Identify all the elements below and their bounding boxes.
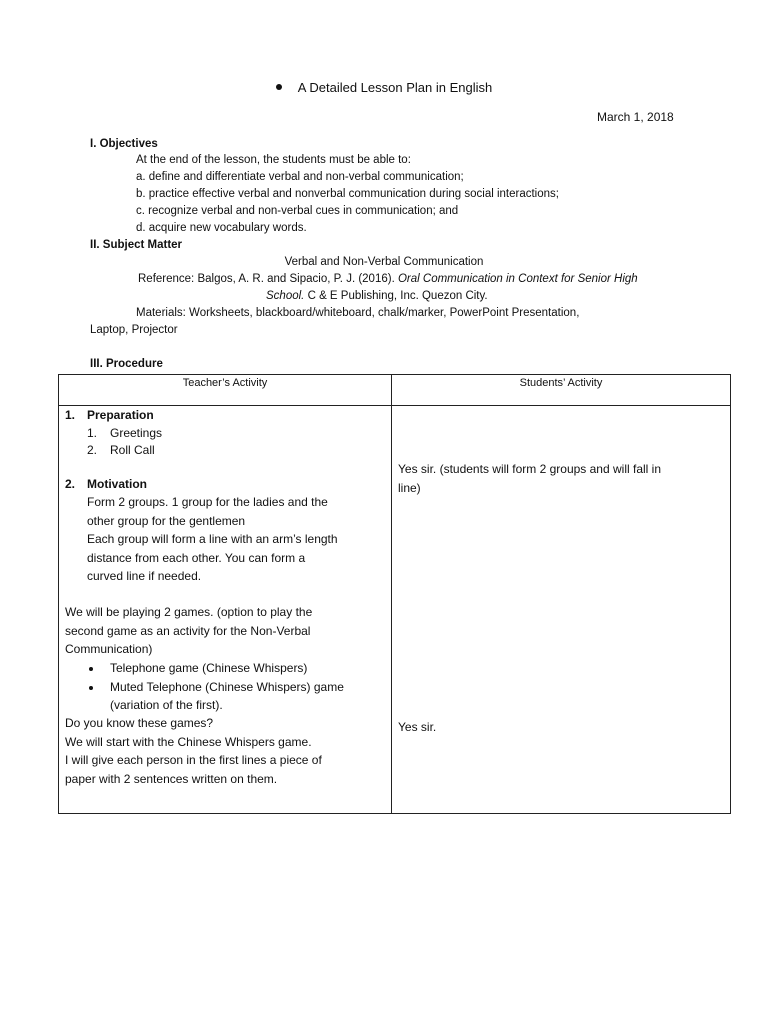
procedure-heading: III. Procedure: [90, 358, 163, 370]
motivation-text: Form 2 groups. 1 group for the ladies and the: [87, 495, 328, 509]
bullet-icon: [89, 678, 93, 696]
subject-reference-cont: [266, 290, 488, 302]
subject-topic: Verbal and Non-Verbal Communication: [284, 256, 484, 268]
prep-item-number: 1.: [87, 426, 98, 440]
subject-matter-heading: II. Subject Matter: [90, 239, 183, 251]
student-response-cont: line): [398, 481, 421, 495]
subject-materials-cont: Laptop, Projector: [90, 324, 178, 336]
prep-item-number: 2.: [87, 443, 98, 457]
games-text: Communication): [65, 642, 153, 656]
bullet-icon: [89, 659, 93, 677]
students-activity-cell: [392, 406, 731, 814]
document-title: [0, 80, 768, 95]
objective-item: b. practice effective verbal and nonverbal communication during social interactions;: [136, 188, 559, 200]
objective-item: c. recognize verbal and non-verbal cues in communication; and: [136, 205, 459, 217]
games-text: second game as an activity for the Non-Verbal: [65, 624, 311, 638]
motivation-label: Motivation: [87, 477, 147, 491]
procedure-table: [58, 374, 731, 814]
teacher-activity-cell: [59, 406, 392, 814]
table-row: [59, 406, 731, 814]
motivation-text: curved line if needed.: [87, 569, 202, 583]
closing-text: Do you know these games?: [65, 716, 214, 730]
closing-text: We will start with the Chinese Whispers game.: [65, 735, 312, 749]
table-header-row: [59, 375, 731, 406]
subject-reference: [138, 273, 638, 285]
closing-text: I will give each person in the first lines a piece of: [65, 753, 322, 767]
game-item-telephone: Telephone game (Chinese Whispers): [110, 661, 308, 675]
objectives-heading: I. Objectives: [90, 138, 158, 150]
motivation-number: 2.: [65, 477, 76, 491]
reference-book-title: Oral Communication in Context for Senior High: [397, 273, 638, 285]
teacher-activity-header: Teacher’s Activity: [59, 375, 392, 406]
reference-authors: Reference: Balgos, A. R. and Sipacio, P. J. (2016).: [138, 273, 395, 285]
lesson-date: March 1, 2018: [597, 110, 674, 124]
objectives-intro: At the end of the lesson, the students must be able to:: [136, 154, 411, 166]
games-text: We will be playing 2 games. (option to play the: [65, 605, 313, 619]
prep-item-roll-call: Roll Call: [110, 443, 155, 457]
reference-publisher: C & E Publishing, Inc. Quezon City.: [307, 290, 488, 302]
game-item-muted-telephone: Muted Telephone (Chinese Whispers) game: [110, 680, 344, 694]
subject-materials: Materials: Worksheets, blackboard/whiteboard, chalk/marker, PowerPoint Presentation,: [136, 307, 580, 319]
reference-book-title-cont: School.: [266, 290, 305, 302]
preparation-number: 1.: [65, 408, 76, 422]
preparation-label: Preparation: [87, 408, 154, 422]
closing-text: paper with 2 sentences written on them.: [65, 772, 278, 786]
students-activity-header: Students’ Activity: [392, 375, 731, 406]
prep-item-greetings: Greetings: [110, 426, 163, 440]
objective-item: d. acquire new vocabulary words.: [136, 222, 307, 234]
student-response: Yes sir.: [398, 720, 437, 734]
motivation-text: Each group will form a line with an arm’s length: [87, 532, 338, 546]
objective-item: a. define and differentiate verbal and non-verbal communication;: [136, 171, 464, 183]
document-title-text: A Detailed Lesson Plan in English: [297, 80, 493, 95]
bullet-icon: [276, 84, 282, 90]
game-item-muted-telephone-cont: (variation of the first).: [110, 698, 223, 712]
student-response: Yes sir. (students will form 2 groups and will fall in: [398, 462, 662, 476]
motivation-text: other group for the gentlemen: [87, 514, 246, 528]
motivation-text: distance from each other. You can form a: [87, 551, 306, 565]
